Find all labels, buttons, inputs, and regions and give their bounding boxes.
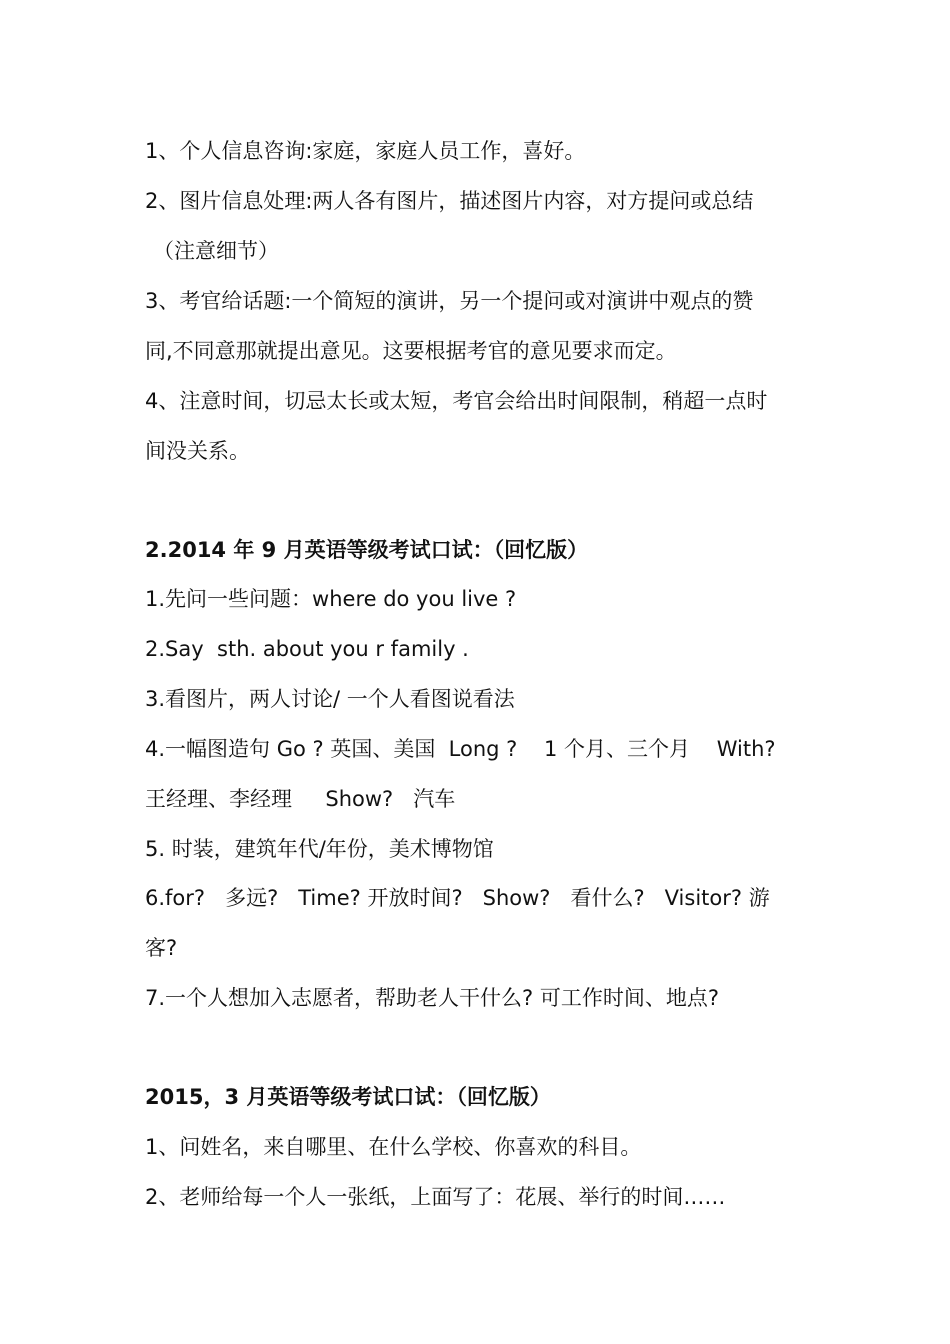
section2-heading: 2.2014 年 9 月英语等级考试口试：（回忆版） — [145, 538, 589, 562]
section1-item-2-continued: （注意细节） — [153, 239, 279, 263]
section1-item-3: 3、考官给话题:一个简短的演讲，另一个提问或对演讲中观点的赞 — [145, 289, 754, 313]
section2-item-4: 4.一幅图造句 Go ? 英国、美国 Long ? 1 个月、三个月 With? — [145, 737, 776, 761]
section3-item-1: 1、问姓名，来自哪里、在什么学校、你喜欢的科目。 — [145, 1135, 642, 1159]
section1-item-4-continued: 间没关系。 — [145, 439, 250, 463]
section1-item-3-continued: 同,不同意那就提出意见。这要根据考官的意见要求而定。 — [145, 339, 677, 363]
section3-item-2: 2、老师给每一个人一张纸，上面写了：花展、举行的时间…… — [145, 1185, 726, 1209]
section2-item-2: 2.Say sth. about you r family . — [145, 637, 469, 661]
section2-item-1: 1.先问一些问题：where do you live ? — [145, 587, 517, 611]
section2-item-6: 6.for? 多远? Time? 开放时间? Show? 看什么? Visitor? 游 — [145, 886, 770, 910]
section2-item-6-continued: 客? — [145, 936, 178, 960]
section1-item-2: 2、图片信息处理:两人各有图片，描述图片内容，对方提问或总结 — [145, 189, 754, 213]
section3-heading: 2015，3 月英语等级考试口试：（回忆版） — [145, 1085, 551, 1109]
section1-item-4: 4、注意时间，切忌太长或太短，考官会给出时间限制，稍超一点时 — [145, 389, 768, 413]
section2-item-5: 5. 时装，建筑年代/年份，美术博物馆 — [145, 837, 494, 861]
section2-item-4-continued: 王经理、李经理 Show? 汽车 — [145, 787, 456, 811]
section2-item-3: 3.看图片，两人讨论/ 一个人看图说看法 — [145, 687, 515, 711]
section1-item-1: 1、个人信息咨询:家庭，家庭人员工作，喜好。 — [145, 139, 586, 163]
section2-item-7: 7.一个人想加入志愿者，帮助老人干什么? 可工作时间、地点? — [145, 986, 720, 1010]
